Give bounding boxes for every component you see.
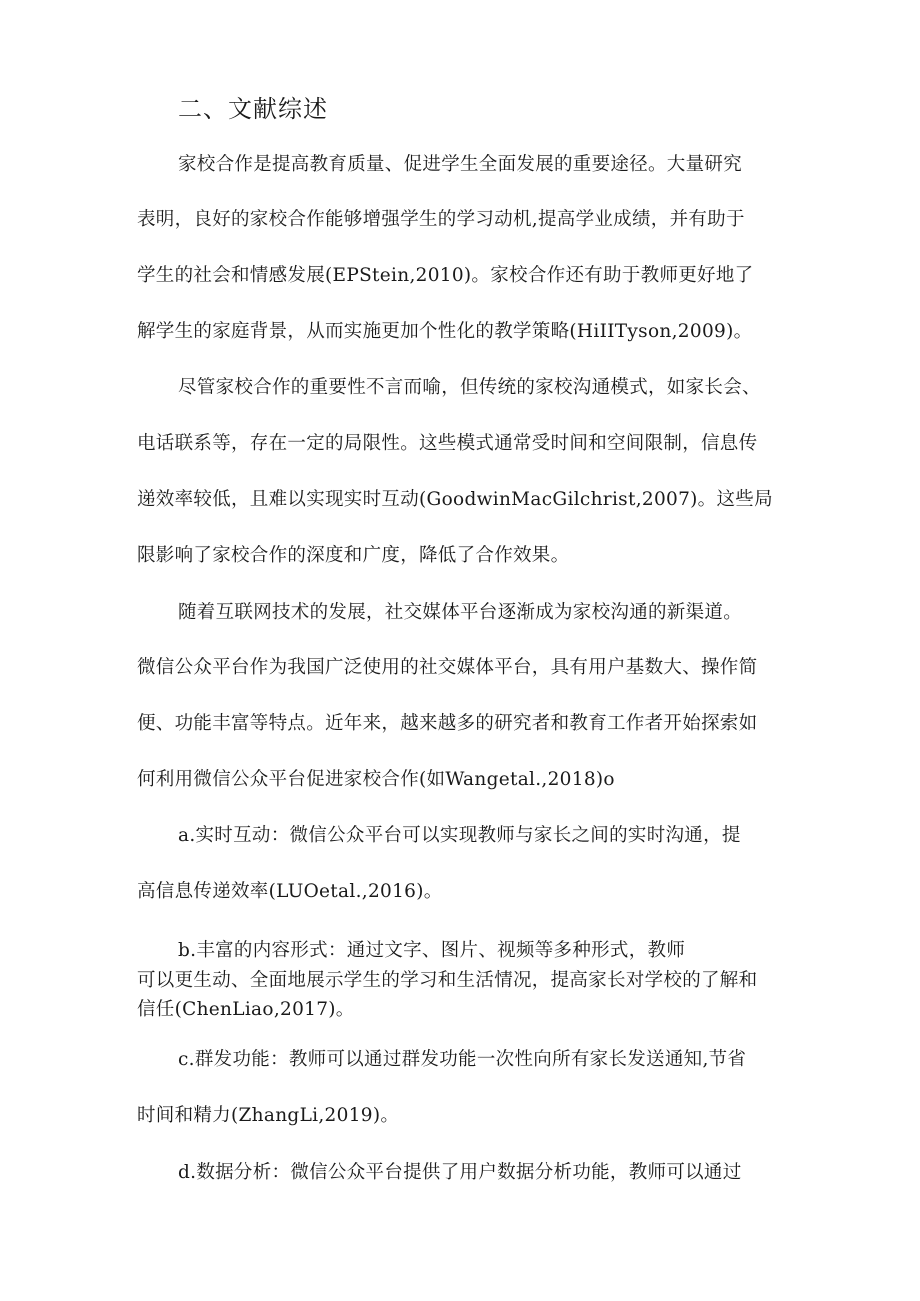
list-item-b-line-3: 信任(ChenLiao,2017)。 bbox=[137, 999, 355, 1020]
paragraph-2-line-1: 尽管家校合作的重要性不言而喻，但传统的家校沟通模式，如家长会、 bbox=[178, 377, 761, 398]
list-item-d-line-1: d.数据分析：微信公众平台提供了用户数据分析功能，教师可以通过 bbox=[178, 1162, 742, 1183]
paragraph-3-line-3: 便、功能丰富等特点。近年来，越来越多的研究者和教育工作者开始探索如 bbox=[137, 713, 758, 734]
section-heading: 二、文献综述 bbox=[178, 95, 328, 123]
paragraph-3-line-2: 微信公众平台作为我国广泛使用的社交媒体平台，具有用户基数大、操作简 bbox=[137, 657, 758, 678]
list-item-b-line-1: b.丰富的内容形式：通过文字、图片、视频等多种形式，教师 bbox=[178, 940, 686, 961]
list-item-b-line-2: 可以更生动、全面地展示学生的学习和生活情况，提高家长对学校的了解和 bbox=[137, 970, 758, 991]
list-item-a-line-2: 高信息传递效率(LUOetal.,2016)。 bbox=[137, 881, 443, 902]
list-item-c-line-2: 时间和精力(ZhangLi,2019)。 bbox=[137, 1105, 400, 1126]
paragraph-1-line-4: 解学生的家庭背景，从而实施更加个性化的教学策略(HiIITyson,2009)。 bbox=[137, 321, 753, 342]
paragraph-2-line-3: 递效率较低，且难以实现实时互动(GoodwinMacGilchrist,2007)。这些局 bbox=[137, 489, 773, 510]
paragraph-2-line-4: 限影响了家校合作的深度和广度，降低了合作效果。 bbox=[137, 545, 570, 566]
list-item-c-line-1: c.群发功能：教师可以通过群发功能一次性向所有家长发送通知,节省 bbox=[178, 1049, 747, 1070]
paragraph-2-line-2: 电话联系等，存在一定的局限性。这些模式通常受时间和空间限制，信息传 bbox=[137, 433, 758, 454]
paragraph-3-line-1: 随着互联网技术的发展，社交媒体平台逐渐成为家校沟通的新渠道。 bbox=[178, 602, 743, 623]
paragraph-3-line-4: 何利用微信公众平台促进家校合作(如Wangetal.,2018)o bbox=[137, 769, 615, 790]
list-item-a-line-1: a.实时互动：微信公众平台可以实现教师与家长之间的实时沟通，提 bbox=[178, 825, 741, 846]
paragraph-1-line-3: 学生的社会和情感发展(EPStein,2010)。家校合作还有助于教师更好地了 bbox=[137, 265, 754, 286]
paragraph-1-line-1: 家校合作是提高教育质量、促进学生全面发展的重要途径。大量研究 bbox=[178, 154, 743, 175]
paragraph-1-line-2: 表明，良好的家校合作能够增强学生的学习动机,提高学业成绩，并有助于 bbox=[137, 209, 745, 230]
